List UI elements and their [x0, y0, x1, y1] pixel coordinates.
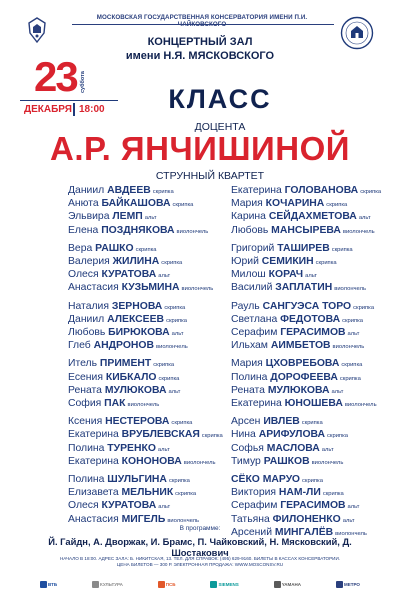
sponsor-label: КУЛЬТУРА [100, 581, 123, 587]
ministry-emblem-icon [26, 16, 48, 44]
member-instrument: виолончель [342, 228, 375, 235]
member-instrument: скрипка [175, 491, 197, 498]
member-first-name: Серафим [231, 327, 278, 339]
quartet-member [68, 256, 250, 269]
member-instrument: скрипка [327, 433, 348, 440]
sponsor-label: МЕТРО [343, 581, 360, 587]
member-first-name: Арсений [231, 526, 273, 538]
member-instrument: альт [347, 331, 360, 338]
member-first-name: Рената [231, 384, 265, 396]
quartet-member [68, 358, 250, 371]
member-instrument: скрипка [353, 304, 375, 311]
member-first-name: Екатерина [231, 398, 282, 410]
quartet-member [231, 358, 391, 371]
header-divider [72, 24, 334, 25]
concert-subtitle: СТРУННЫЙ КВАРТЕТ [155, 170, 265, 182]
quartet-member [231, 340, 391, 353]
member-instrument: альт [158, 273, 171, 280]
conservatory-seal-icon [340, 16, 374, 50]
member-instrument: виолончель [156, 344, 188, 351]
sponsor-mark-icon [92, 581, 99, 588]
quartet-member [68, 301, 250, 314]
member-surname: НАМ-ЛИ [278, 487, 321, 499]
concert-time: 18:00 [79, 104, 105, 115]
member-surname: АВДЕЕВ [107, 185, 151, 196]
quartet-member [68, 398, 250, 411]
conservatory-name: МОСКОВСКАЯ ГОСУДАРСТВЕННАЯ КОНСЕРВАТОРИЯ ИМЕНИ П.И. [96, 14, 308, 21]
quartet-member [231, 225, 391, 238]
member-first-name: Григорий [231, 242, 275, 254]
quartet-block [231, 301, 391, 354]
member-surname: РАШКОВ [263, 455, 310, 467]
member-first-name: Глеб [68, 340, 91, 352]
member-surname: АРИФУЛОВА [258, 429, 326, 441]
quartet-member [231, 385, 391, 398]
member-instrument: виолончель [127, 402, 160, 409]
date-separator [73, 103, 75, 116]
sponsor-logo [40, 581, 57, 588]
quartet-member [68, 198, 250, 211]
sponsor-mark-icon [210, 581, 217, 588]
quartet-member [68, 211, 250, 224]
member-instrument: виолончель [335, 530, 367, 537]
member-first-name: Итель [68, 358, 98, 370]
member-instrument: виолончель [181, 286, 214, 293]
member-first-name: Виктория [231, 487, 277, 499]
quartet-block [231, 243, 391, 296]
member-instrument: скрипка [201, 433, 223, 440]
member-surname: БИРЮКОВА [108, 327, 170, 339]
member-first-name: Даниил [68, 313, 105, 325]
quartets-right-column [231, 185, 391, 545]
quartet-block [231, 185, 391, 238]
member-surname: КОНОНОВА [121, 455, 182, 467]
sponsor-logo [210, 581, 238, 588]
member-first-name: Наталия [68, 300, 109, 312]
member-first-name: Тимур [231, 455, 261, 467]
quartet-member [231, 269, 391, 282]
quartet-member [68, 243, 250, 256]
quartets-left-column [68, 185, 250, 532]
sponsor-logo [158, 581, 176, 588]
member-surname: САНГУЭСА ТОРО [262, 300, 352, 312]
member-surname: ГОЛОВАНОВА [284, 185, 359, 196]
date-divider [20, 100, 118, 101]
member-surname: АНДРОНОВ [93, 340, 154, 352]
member-instrument: скрипка [315, 260, 337, 267]
member-surname: МЕЛЬНИК [121, 487, 174, 499]
member-instrument: альт [168, 388, 181, 395]
member-first-name: Елена [68, 224, 99, 236]
member-first-name: Екатерина [231, 185, 282, 196]
quartet-member [68, 185, 250, 198]
member-instrument: альт [158, 504, 171, 511]
member-instrument: скрипка [342, 317, 364, 324]
member-first-name: Полина [231, 371, 268, 383]
quartet-block [68, 301, 250, 354]
member-first-name: Мария [231, 358, 263, 370]
member-first-name: Серафим [231, 500, 278, 512]
member-instrument: скрипка [153, 362, 175, 369]
quartet-member [231, 243, 391, 256]
quartet-member [68, 282, 250, 295]
member-instrument: скрипка [322, 491, 344, 498]
member-surname: КИБКАЛО [105, 371, 157, 383]
member-first-name: Мария [231, 198, 263, 210]
member-first-name: Карина [231, 211, 266, 223]
quartet-member [231, 398, 391, 411]
member-surname: КУРАТОВА [101, 500, 157, 512]
quartet-member [68, 372, 250, 385]
quartet-member [231, 416, 391, 429]
member-instrument: альт [358, 215, 371, 222]
quartet-member [231, 456, 391, 469]
quartet-member [231, 500, 391, 513]
member-surname: КУРАТОВА [101, 269, 157, 281]
member-surname: ЖИЛИНА [112, 256, 160, 268]
member-surname: ТАШИРЕВ [277, 242, 330, 254]
sponsor-logo [92, 581, 123, 588]
sponsor-label: ВТБ [48, 581, 58, 587]
member-first-name: Нина [231, 429, 256, 441]
member-instrument: альт [157, 446, 170, 453]
member-instrument: скрипка [341, 362, 363, 369]
member-first-name: Татьяна [231, 513, 270, 525]
quartet-member [231, 282, 391, 295]
member-surname: МИНГАЛЁВ [274, 526, 334, 538]
member-surname: БАЙКАШОВА [101, 198, 171, 210]
member-instrument: скрипка [135, 246, 157, 253]
member-surname: ФЕДОТОВА [280, 313, 341, 325]
member-first-name: Анастасия [68, 513, 119, 525]
quartet-member [68, 340, 250, 353]
member-surname: МАСЛОВА [266, 442, 320, 454]
sponsor-mark-icon [336, 581, 343, 588]
quartet-member [231, 474, 391, 487]
quartet-member [68, 474, 250, 487]
member-surname: ГЕРАСИМОВ [280, 500, 346, 512]
member-first-name: Софья [231, 442, 264, 454]
concert-month: ДЕКАБРЯ [24, 104, 72, 115]
member-first-name: Любовь [68, 327, 106, 339]
member-surname: КОРАЧ [268, 269, 304, 281]
quartet-member [68, 269, 250, 282]
member-surname: ПРИМЕНТ [99, 358, 152, 370]
member-first-name: София [68, 398, 102, 410]
member-instrument: виолончель [167, 517, 200, 524]
quartet-member [231, 327, 391, 340]
member-surname: ЗАПЛАТИН [275, 282, 333, 294]
sponsor-mark-icon [40, 581, 47, 588]
quartet-member [231, 372, 391, 385]
sponsor-label: YAMAHA [281, 581, 302, 587]
member-first-name: Екатерина [68, 429, 119, 441]
quartet-member [68, 416, 250, 429]
sponsor-logos [40, 577, 360, 591]
quartet-block [68, 358, 250, 411]
member-surname: ФИЛОНЕНКО [272, 513, 341, 525]
member-first-name: Василий [231, 282, 273, 294]
member-instrument: виолончель [344, 402, 377, 409]
concert-day: 23 [34, 53, 77, 100]
member-surname: СЕЙДАХМЕТОВА [268, 211, 357, 223]
member-instrument: скрипка [339, 375, 361, 382]
member-surname: ЛЕМП [112, 211, 143, 223]
member-instrument: виолончель [332, 344, 365, 351]
quartet-block [68, 185, 250, 238]
member-instrument: скрипка [166, 317, 187, 324]
sponsor-logo [336, 581, 360, 588]
member-instrument: скрипка [164, 304, 186, 311]
sponsor-label: SIEMENS [218, 581, 239, 587]
member-surname: ИВЛЕВ [263, 416, 300, 428]
sponsor-mark-icon [274, 581, 281, 588]
quartet-member [68, 429, 250, 442]
member-first-name: Арсен [231, 416, 261, 428]
member-surname: ПАК [104, 398, 126, 410]
hall-name: имени Н.Я. МЯСКОВСКОГО [125, 50, 275, 62]
quartet-block [68, 416, 250, 469]
sponsor-logo [274, 581, 301, 588]
member-surname: ГЕРАСИМОВ [280, 327, 346, 339]
member-surname: МАНСЫРЕВА [271, 224, 341, 236]
quartet-member [231, 185, 391, 198]
teacher-name: А.Р. ЯНЧИШИНОЙ [50, 130, 350, 167]
quartet-member [231, 256, 391, 269]
footer-tickets: ЦЕНА БИЛЕТОВ — 300 Р. ЭЛЕКТРОННАЯ ПРОДАЖА: WWW.MOSCONSV.RU [116, 562, 284, 567]
member-instrument: альт [144, 215, 157, 222]
member-instrument: скрипка [158, 375, 180, 382]
quartet-member [68, 443, 250, 456]
member-first-name: Полина [68, 442, 105, 454]
quartet-member [68, 500, 250, 513]
member-first-name: Вера [68, 242, 93, 254]
member-instrument: альт [347, 504, 360, 511]
member-first-name: Олеся [68, 500, 99, 512]
member-first-name: Эльвира [68, 211, 110, 223]
member-instrument: альт [171, 331, 184, 338]
member-first-name: Рауль [231, 300, 260, 312]
member-first-name: Даниил [68, 185, 105, 196]
member-first-name: Анюта [68, 198, 99, 210]
member-first-name: Ильхам [231, 340, 268, 352]
member-instrument: скрипка [172, 202, 194, 209]
member-instrument: скрипка [302, 478, 323, 485]
member-first-name: Анастасия [68, 282, 119, 294]
quartet-member [231, 429, 391, 442]
member-first-name: Олеся [68, 269, 99, 281]
member-instrument: скрипка [161, 260, 183, 267]
member-surname: ЦХОВРЕБОВА [265, 358, 340, 370]
quartet-member [231, 211, 391, 224]
hall-title: КОНЦЕРТНЫЙ ЗАЛ [147, 36, 253, 48]
quartet-block [231, 358, 391, 411]
title-klass: КЛАСС [168, 84, 272, 114]
member-first-name: Есения [68, 371, 103, 383]
member-first-name: Любовь [231, 224, 269, 236]
member-instrument: альт [305, 273, 317, 280]
member-first-name: Валерия [68, 256, 110, 268]
quartet-member [68, 225, 250, 238]
quartet-member [68, 327, 250, 340]
member-surname: ДОРОФЕЕВА [270, 371, 338, 383]
member-instrument: скрипка [152, 189, 174, 195]
member-surname: АИМБЕТОВ [270, 340, 331, 352]
quartet-member [231, 487, 391, 500]
member-instrument: скрипка [331, 246, 353, 253]
member-first-name: Елизавета [68, 487, 119, 499]
quartet-member [231, 198, 391, 211]
member-surname: МИГЕЛЬ [121, 513, 166, 525]
footer-info: НАЧАЛО В 18:00. АДРЕС ЗАЛА: Б. НИКИТСКАЯ, 13. ТЕЛ. ДЛЯ СПРАВОК: (495) 629-9160. БИЛЕТЫ В КАССАХ КОНСЕРВАТОРИИ. [59, 556, 341, 561]
quartet-block [68, 243, 250, 296]
quartet-block [231, 416, 391, 469]
concert-weekday: суббота [80, 71, 86, 93]
member-first-name: Ксения [68, 416, 103, 428]
member-surname: ЗЕРНОВА [111, 300, 163, 312]
member-instrument: виолончель [176, 228, 209, 235]
member-first-name: Милош [231, 269, 266, 281]
quartet-member [68, 314, 250, 327]
program-label: В программе: [179, 525, 221, 532]
member-instrument: виолончель [183, 459, 216, 466]
member-surname: КУЗЬМИНА [121, 282, 180, 294]
member-surname: ТУРЕНКО [107, 442, 156, 454]
member-surname: ПОЗДНЯКОВА [101, 224, 175, 236]
quartet-member [231, 443, 391, 456]
member-first-name: Светлана [231, 313, 278, 325]
member-surname: НЕСТЕРОВА [105, 416, 170, 428]
quartet-member [68, 385, 250, 398]
sponsor-label: ПСБ [165, 581, 176, 587]
member-first-name: Юрий [231, 256, 259, 268]
member-instrument: альт [342, 517, 355, 524]
sponsor-mark-icon [158, 581, 165, 588]
member-surname: МУЛЮКОВА [104, 384, 167, 396]
member-surname: АЛЕКСЕЕВ [107, 313, 165, 325]
quartet-member [231, 301, 391, 314]
member-instrument: скрипка [168, 478, 190, 485]
member-surname: СЕМИКИН [261, 256, 314, 268]
member-first-name: Полина [68, 474, 105, 486]
member-instrument: скрипка [171, 420, 193, 427]
member-first-name: Рената [68, 384, 102, 396]
member-surname: ВРУБЛЕВСКАЯ [121, 429, 200, 441]
member-instrument: виолончель [334, 286, 366, 293]
quartet-block [68, 474, 250, 527]
member-instrument: скрипка [360, 189, 382, 195]
member-surname: РАШКО [95, 242, 134, 254]
member-first-name: Екатерина [68, 455, 119, 467]
title-docent: ДОЦЕНТА [194, 121, 246, 133]
member-instrument: альт [321, 446, 334, 453]
member-surname: МУЛЮКОВА [267, 384, 330, 396]
member-instrument: виолончель [311, 459, 344, 466]
member-instrument: альт [331, 388, 344, 395]
member-surname: СЁКО МАРУО [231, 474, 301, 486]
member-surname: КОЧАРИНА [265, 198, 325, 210]
member-surname: ШУЛЬГИНА [107, 474, 167, 486]
member-surname: ЮНОШЕВА [284, 398, 343, 410]
program-composers: Й. Гайдн, А. Дворжак, И. Брамс, П. Чайковский, Н. Мясковский, Д. Шостакович [48, 536, 352, 558]
quartet-member [68, 456, 250, 469]
member-instrument: скрипка [301, 420, 323, 427]
member-instrument: скрипка [326, 202, 348, 209]
quartet-member [231, 314, 391, 327]
quartet-member [68, 487, 250, 500]
